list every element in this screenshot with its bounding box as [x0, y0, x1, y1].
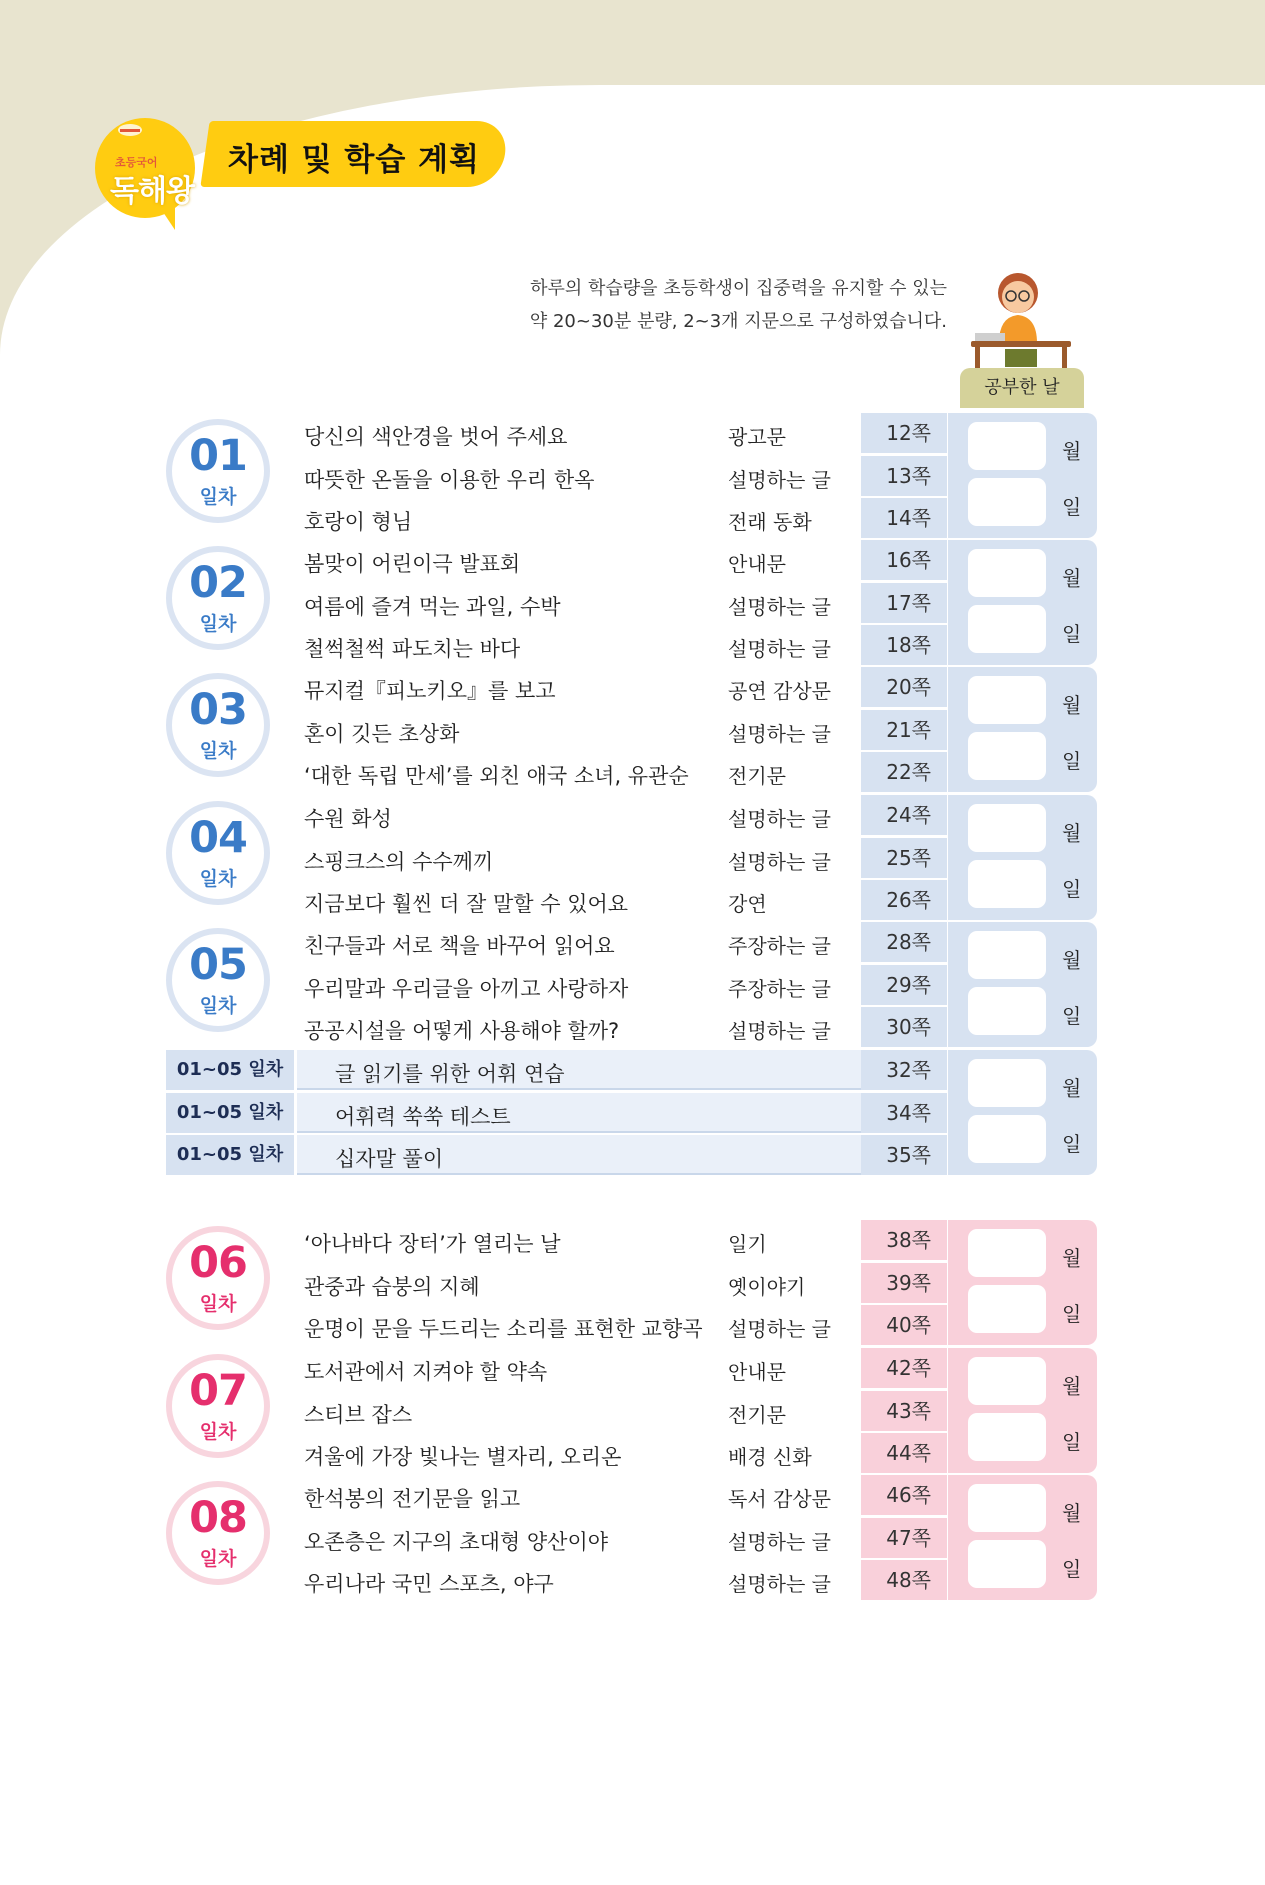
study-day-box — [948, 1348, 1097, 1473]
lesson-type: 설명하는 글 — [728, 721, 831, 746]
day-label-text: 일 — [1062, 1004, 1082, 1028]
month-label: 월 — [1062, 693, 1082, 717]
lesson-page: 22쪽 — [861, 752, 947, 792]
lesson-page: 24쪽 — [861, 795, 947, 835]
lesson-title: 공공시설을 어떻게 사용해야 할까? — [304, 1019, 620, 1043]
lesson-title: 겨울에 가장 빛나는 별자리, 오리온 — [304, 1445, 622, 1469]
lesson-page: 20쪽 — [861, 667, 947, 707]
study-day-box — [948, 413, 1097, 538]
lesson-type: 일기 — [728, 1232, 767, 1256]
page-title: 차례 및 학습 계획 — [228, 142, 480, 178]
lesson-page: 30쪽 — [861, 1007, 947, 1047]
lesson-page: 16쪽 — [861, 540, 947, 580]
lesson-page: 42쪽 — [861, 1348, 947, 1388]
month-input[interactable] — [968, 549, 1046, 597]
month-input[interactable] — [968, 1484, 1046, 1532]
month-input[interactable] — [968, 931, 1046, 979]
day-label: 일차 — [199, 740, 237, 762]
month-input[interactable] — [968, 676, 1046, 724]
month-label: 월 — [1062, 439, 1082, 463]
lesson-title: ‘대한 독립 만세’를 외친 애국 소녀, 유관순 — [304, 764, 689, 788]
study-day-box — [948, 1475, 1097, 1600]
study-day-box — [948, 667, 1097, 792]
lesson-title: 호랑이 형님 — [304, 510, 413, 534]
logo-title: 독해왕 — [110, 174, 194, 209]
day-label: 일차 — [199, 868, 237, 890]
month-label: 월 — [1062, 1374, 1082, 1398]
day-input[interactable] — [968, 1540, 1046, 1588]
lesson-type: 전래 동화 — [728, 510, 812, 534]
day-label-text: 일 — [1062, 1132, 1082, 1156]
lesson-title: 수원 화성 — [304, 807, 392, 831]
logo-subtitle: 초등국어 — [115, 156, 158, 169]
lesson-page: 43쪽 — [861, 1391, 947, 1431]
lesson-type: 독서 감상문 — [728, 1487, 831, 1511]
day-number: 06 — [189, 1238, 247, 1288]
day-number: 03 — [189, 685, 247, 735]
lesson-type: 설명하는 글 — [728, 1019, 831, 1043]
lesson-title: 도서관에서 지켜야 할 약속 — [304, 1360, 548, 1384]
day-label-text: 일 — [1062, 622, 1082, 646]
lesson-title: 스핑크스의 수수께끼 — [304, 849, 494, 874]
lesson-title: 친구들과 서로 책을 바꾸어 읽어요 — [304, 934, 615, 958]
day-label-text: 일 — [1062, 1302, 1082, 1326]
lesson-page: 46쪽 — [861, 1475, 947, 1515]
lesson-title: 관중과 습붕의 지혜 — [304, 1274, 480, 1299]
day-label: 일차 — [199, 486, 237, 508]
lesson-page: 25쪽 — [861, 838, 947, 878]
day-number: 08 — [189, 1493, 247, 1543]
study-day-box — [948, 1050, 1097, 1175]
study-day-box — [948, 1220, 1097, 1345]
intro-line-2: 약 20~30분 분량, 2~3개 지문으로 구성하였습니다. — [529, 311, 947, 332]
vocab-day-range: 01~05 일차 — [166, 1050, 294, 1090]
lesson-title: 운명이 문을 두드리는 소리를 표현한 교향곡 — [304, 1317, 703, 1341]
lesson-type: 설명하는 글 — [728, 1529, 831, 1554]
lesson-title: 봄맞이 어린이극 발표회 — [304, 552, 521, 576]
lesson-type: 전기문 — [728, 764, 786, 788]
lesson-title: 오존층은 지구의 초대형 양산이야 — [304, 1529, 609, 1554]
lesson-title: 우리말과 우리글을 아끼고 사랑하자 — [304, 976, 629, 1001]
day-input[interactable] — [968, 1115, 1046, 1163]
vocab-title: 어휘력 쑥쑥 테스트 — [335, 1104, 511, 1129]
intro-line-1: 하루의 학습량을 초등학생이 집중력을 유지할 수 있는 — [530, 278, 947, 299]
month-input[interactable] — [968, 804, 1046, 852]
lesson-title: 혼이 깃든 초상화 — [304, 721, 460, 746]
lesson-type: 설명하는 글 — [728, 807, 831, 831]
month-input[interactable] — [968, 422, 1046, 470]
day-label: 일차 — [199, 1293, 237, 1315]
lesson-page: 47쪽 — [861, 1518, 947, 1558]
vocab-day-range: 01~05 일차 — [166, 1135, 294, 1175]
study-day-header: 공부한 날 — [960, 368, 1084, 408]
intro-text — [530, 272, 947, 338]
lesson-type: 주장하는 글 — [728, 976, 831, 1001]
logo-hat-icon — [118, 120, 142, 138]
lesson-title: 철썩철썩 파도치는 바다 — [304, 637, 521, 661]
lesson-title: 뮤지컬『피노키오』를 보고 — [304, 679, 556, 703]
lesson-type: 배경 신화 — [728, 1445, 812, 1469]
day-label-text: 일 — [1062, 495, 1082, 519]
day-number: 05 — [189, 940, 247, 990]
lesson-type: 주장하는 글 — [728, 934, 831, 958]
lesson-type: 설명하는 글 — [728, 849, 831, 874]
day-label: 일차 — [199, 995, 237, 1017]
lesson-type: 안내문 — [728, 552, 786, 576]
day-label: 일차 — [199, 1548, 237, 1570]
vocab-page: 34쪽 — [861, 1093, 947, 1133]
lesson-title: ‘아나바다 장터’가 열리는 날 — [304, 1232, 561, 1256]
lesson-page: 40쪽 — [861, 1305, 947, 1345]
month-label: 월 — [1062, 566, 1082, 590]
lesson-title: 한석봉의 전기문을 읽고 — [304, 1487, 521, 1511]
month-label: 월 — [1062, 821, 1082, 845]
lesson-title: 여름에 즐겨 먹는 과일, 수박 — [304, 594, 561, 619]
lesson-page: 18쪽 — [861, 625, 947, 665]
lesson-title: 따뜻한 온돌을 이용한 우리 한옥 — [304, 467, 595, 492]
lesson-page: 13쪽 — [861, 456, 947, 496]
day-label-text: 일 — [1062, 877, 1082, 901]
lesson-type: 강연 — [728, 892, 767, 916]
month-label: 월 — [1062, 1501, 1082, 1525]
lesson-type: 전기문 — [728, 1402, 786, 1427]
lesson-type: 설명하는 글 — [728, 594, 831, 619]
month-label: 월 — [1062, 1246, 1082, 1270]
lesson-page: 17쪽 — [861, 583, 947, 623]
lesson-page: 26쪽 — [861, 880, 947, 920]
lesson-type: 설명하는 글 — [728, 1572, 831, 1596]
day-label: 일차 — [199, 1421, 237, 1443]
lesson-page: 28쪽 — [861, 922, 947, 962]
lesson-title: 지금보다 훨씬 더 잘 말할 수 있어요 — [304, 892, 629, 916]
lesson-type: 설명하는 글 — [728, 637, 831, 661]
day-input[interactable] — [968, 732, 1046, 780]
lesson-type: 설명하는 글 — [728, 1317, 831, 1341]
lesson-page: 12쪽 — [861, 413, 947, 453]
day-label: 일차 — [199, 613, 237, 635]
vocab-title: 십자말 풀이 — [335, 1147, 444, 1171]
month-input[interactable] — [968, 1357, 1046, 1405]
lesson-title: 우리나라 국민 스포츠, 야구 — [304, 1572, 554, 1596]
day-input[interactable] — [968, 478, 1046, 526]
day-input[interactable] — [968, 605, 1046, 653]
day-label-text: 일 — [1062, 1557, 1082, 1581]
day-label-text: 일 — [1062, 749, 1082, 773]
vocab-page: 32쪽 — [861, 1050, 947, 1090]
study-day-box — [948, 795, 1097, 920]
day-number: 01 — [189, 431, 247, 481]
lesson-type: 광고문 — [728, 425, 786, 449]
month-input[interactable] — [968, 1229, 1046, 1277]
lesson-type: 설명하는 글 — [728, 467, 831, 492]
day-input[interactable] — [968, 1413, 1046, 1461]
lesson-page: 39쪽 — [861, 1263, 947, 1303]
day-number: 04 — [189, 813, 247, 863]
lesson-page: 38쪽 — [861, 1220, 947, 1260]
day-number: 02 — [189, 558, 247, 608]
lesson-page: 48쪽 — [861, 1560, 947, 1600]
lesson-type: 공연 감상문 — [728, 679, 831, 703]
month-label: 월 — [1062, 948, 1082, 972]
day-input[interactable] — [968, 987, 1046, 1035]
lesson-type: 안내문 — [728, 1360, 786, 1384]
lesson-page: 29쪽 — [861, 965, 947, 1005]
day-label-text: 일 — [1062, 1430, 1082, 1454]
lesson-title: 당신의 색안경을 벗어 주세요 — [304, 425, 568, 449]
study-day-box — [948, 922, 1097, 1047]
studying-boy-illustration — [965, 265, 1077, 375]
day-input[interactable] — [968, 860, 1046, 908]
vocab-page: 35쪽 — [861, 1135, 947, 1175]
study-day-box — [948, 540, 1097, 665]
lesson-title: 스티브 잡스 — [304, 1402, 413, 1427]
lesson-page: 21쪽 — [861, 710, 947, 750]
day-input[interactable] — [968, 1285, 1046, 1333]
lesson-page: 14쪽 — [861, 498, 947, 538]
lesson-type: 옛이야기 — [728, 1274, 806, 1299]
vocab-day-range: 01~05 일차 — [166, 1093, 294, 1133]
vocab-title: 글 읽기를 위한 어휘 연습 — [335, 1062, 565, 1086]
day-number: 07 — [189, 1366, 247, 1416]
month-label: 월 — [1062, 1076, 1082, 1100]
month-input[interactable] — [968, 1059, 1046, 1107]
lesson-page: 44쪽 — [861, 1433, 947, 1473]
